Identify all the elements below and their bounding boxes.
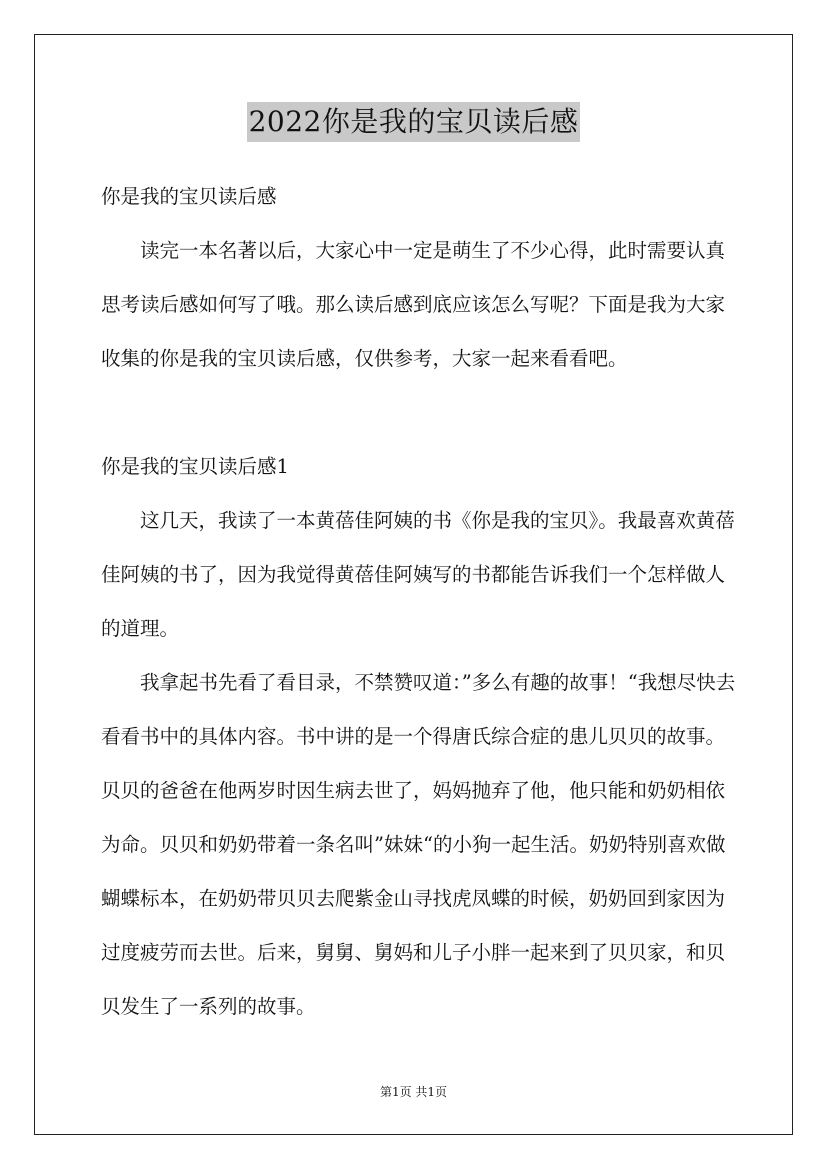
section-heading-intro: 你是我的宝贝读后感: [101, 185, 277, 208]
title-container: [0, 102, 827, 142]
intro-paragraph: 读完一本名著以后，大家心中一定是萌生了不少心得，此时需要认真思考读后感如何写了哦。那么读后感到底应该怎么写呢？下面是我为大家收集的你是我的宝贝读后感，仅供参考，大家一起来看看吧。: [101, 239, 726, 370]
body-paragraph-2: 我拿起书先看了看目录，不禁赞叹道：”多么有趣的故事！“我想尽快去看看书中的具体内容。书中讲的是一个得唐氏综合症的患儿贝贝的故事。贝贝的爸爸在他两岁时因生病去世了，妈妈抛弃了他，他只能和奶奶相依为命。贝贝和奶奶带着一条名叫”妹妹“的小狗一起生活。奶奶特别喜欢做蝴蝶标本，在奶奶带贝贝去爬紫金山寻找虎凤蝶的时候，奶奶回到家因为过度疲劳而去世。后来，舅舅、舅妈和儿子小胖一起来到了贝贝家，和贝贝发生了一系列的故事。: [101, 671, 736, 1018]
body-paragraph-1: 这几天，我读了一本黄蓓佳阿姨的书《你是我的宝贝》。我最喜欢黄蓓佳阿姨的书了，因为我觉得黄蓓佳阿姨写的书都能告诉我们一个怎样做人的道理。: [101, 509, 735, 640]
section-heading-1: 你是我的宝贝读后感1: [101, 455, 289, 478]
page-footer: 第1页 共1页: [379, 1085, 448, 1099]
paragraph-spacer: [101, 386, 741, 440]
document-title: 2022你是我的宝贝读后感: [247, 102, 581, 142]
document-body: [101, 170, 741, 1034]
